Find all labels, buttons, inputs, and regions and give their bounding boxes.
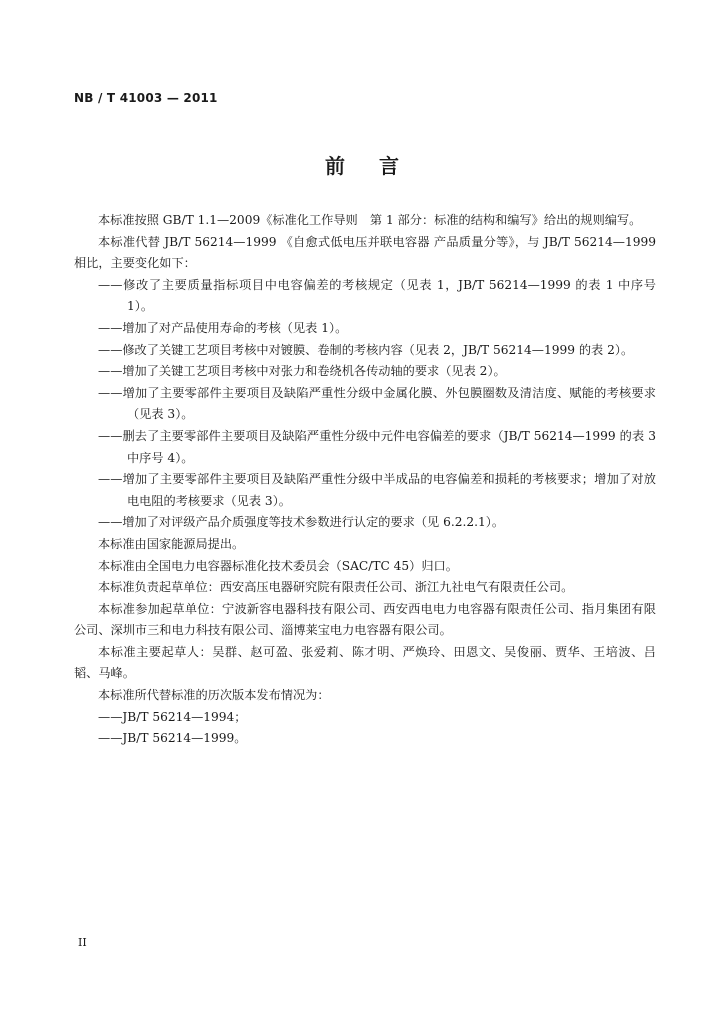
- foreword-body: [74, 210, 656, 750]
- change-item-5: ——增加了主要零部件主要项目及缺陷严重性分级中金属化膜、外包膜圈数及清洁度、赋能的考核要求（见表 3）。: [98, 385, 656, 422]
- page-title: 前言: [325, 154, 433, 178]
- paragraph-drafting-rules: 本标准按照 GB/T 1.1—2009《标准化工作导则 第 1 部分：标准的结构和编写》给出的规则编写。: [98, 213, 642, 227]
- change-item-2: ——增加了对产品使用寿命的考核（见表 1）。: [98, 320, 348, 335]
- change-item-6: ——删去了主要零部件主要项目及缺陷严重性分级中元件电容偏差的要求（JB/T 56214—1999 的表 3 中序号 4）。: [98, 428, 656, 465]
- paragraph-replacement: 本标准代替 JB/T 56214—1999 《自愈式低电压并联电容器 产品质量分等》，与 JB/T 56214—1999 相比，主要变化如下：: [74, 234, 656, 271]
- page-number: II: [78, 936, 87, 949]
- change-item-7: ——增加了主要零部件主要项目及缺陷严重性分级中半成品的电容偏差和损耗的考核要求；增加了对放电电阻的考核要求（见表 3）。: [98, 472, 656, 508]
- paragraph-proposer: 本标准由国家能源局提出。: [98, 536, 245, 551]
- paragraph-participating-drafters: 本标准参加起草单位：宁波新容电器科技有限公司、西安西电电力电容器有限责任公司、指月集团有限公司、深圳市三和电力科技有限公司、淄博莱宝电力电容器有限公司。: [74, 601, 656, 638]
- change-item-1: ——修改了主要质量指标项目中电容偏差的考核规定（见表 1，JB/T 56214—1999 的表 1 中序号 1）。: [98, 277, 656, 314]
- document-code: NB / T 41003 — 2011: [74, 91, 218, 105]
- change-item-8: ——增加了对评级产品介质强度等技术参数进行认定的要求（见 6.2.2.1）。: [98, 515, 505, 530]
- history-item-1999: ——JB/T 56214—1999。: [98, 731, 247, 746]
- change-item-4: ——增加了关键工艺项目考核中对张力和卷绕机各传动轴的要求（见表 2）。: [98, 364, 506, 379]
- paragraph-history-intro: 本标准所代替标准的历次版本发布情况为：: [98, 688, 330, 703]
- paragraph-main-drafters: 本标准主要起草人：吴群、赵可盈、张爱莉、陈才明、严焕玲、田恩文、吴俊丽、贾华、王培波、吕韬、马峰。: [74, 644, 656, 681]
- paragraph-committee: 本标准由全国电力电容器标准化技术委员会（SAC/TC 45）归口。: [98, 558, 458, 573]
- history-item-1994: ——JB/T 56214—1994；: [98, 709, 247, 724]
- paragraph-lead-drafter: 本标准负责起草单位：西安高压电器研究院有限责任公司、浙江九社电气有限责任公司。: [98, 580, 574, 595]
- change-item-3: ——修改了关键工艺项目考核中对镀膜、卷制的考核内容（见表 2，JB/T 56214—1999 的表 2）。: [98, 342, 634, 357]
